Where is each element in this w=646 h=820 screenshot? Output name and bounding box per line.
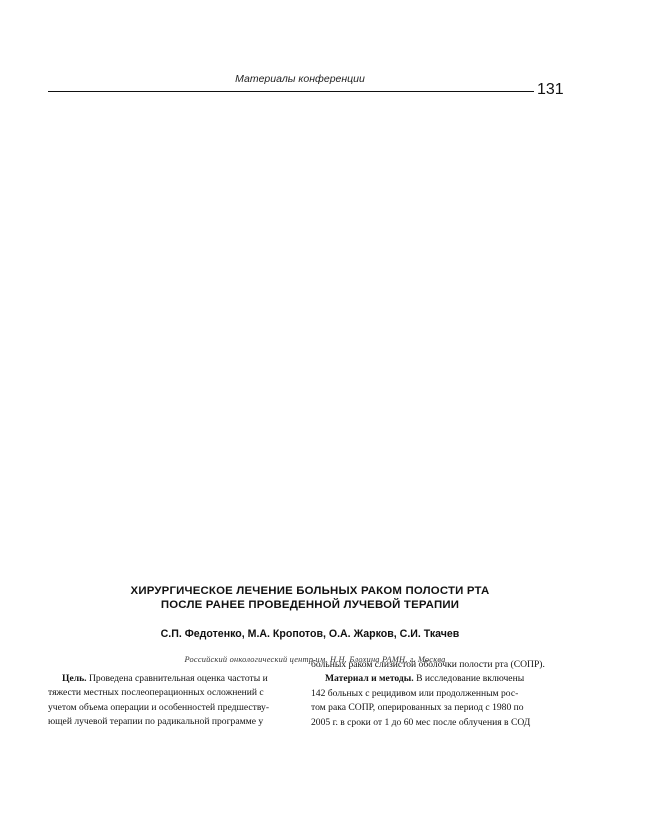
article-affiliation: Российский онкологический центр им. Н.Н. Блохина РАМН, г. Москва bbox=[184, 655, 446, 664]
article-title-line-1: ХИРУРГИЧЕСКОЕ ЛЕЧЕНИЕ БОЛЬНЫХ РАКОМ ПОЛОСТИ РТА bbox=[130, 585, 490, 597]
methods-label: Материал и методы. bbox=[325, 673, 414, 685]
article-authors: С.П. Федотенко, М.А. Кропотов, О.А. Жарков, С.И. Ткачев bbox=[160, 628, 460, 640]
article-title bbox=[60, 584, 560, 612]
page-number: 131 bbox=[537, 81, 564, 98]
methods-line: 142 больных с рецидивом или продолженным рос- bbox=[311, 687, 519, 699]
methods-line: 2005 г. в сроки от 1 до 60 мес после облучения в СОД bbox=[311, 716, 531, 728]
aim-line: тяжести местных послеоперационных осложнений с bbox=[48, 687, 264, 699]
right-column bbox=[311, 658, 557, 730]
methods-line: том рака СОПР, оперированных за период с 1980 по bbox=[311, 702, 524, 714]
aim-line: ющей лучевой терапии по радикальной программе у bbox=[48, 716, 264, 728]
aim-label: Цель. bbox=[62, 673, 87, 684]
methods-lead-text: В исследование включены bbox=[413, 673, 525, 685]
running-title: Материалы конференции bbox=[235, 73, 365, 85]
header-rule bbox=[48, 91, 534, 92]
aim-paragraph-first-line bbox=[48, 672, 294, 686]
left-column bbox=[48, 672, 294, 730]
methods-paragraph-first-line bbox=[311, 672, 557, 686]
aim-continuation-line: больных раком слизистой оболочки полости рта (СОПР). bbox=[311, 659, 545, 670]
aim-line: учетом объема операции и особенностей предшеству- bbox=[48, 701, 270, 713]
article-title-line-2: ПОСЛЕ РАНЕЕ ПРОВЕДЕННОЙ ЛУЧЕВОЙ ТЕРАПИИ bbox=[160, 599, 460, 611]
aim-lead-text: Проведена сравнительная оценка частоты и bbox=[86, 673, 268, 684]
